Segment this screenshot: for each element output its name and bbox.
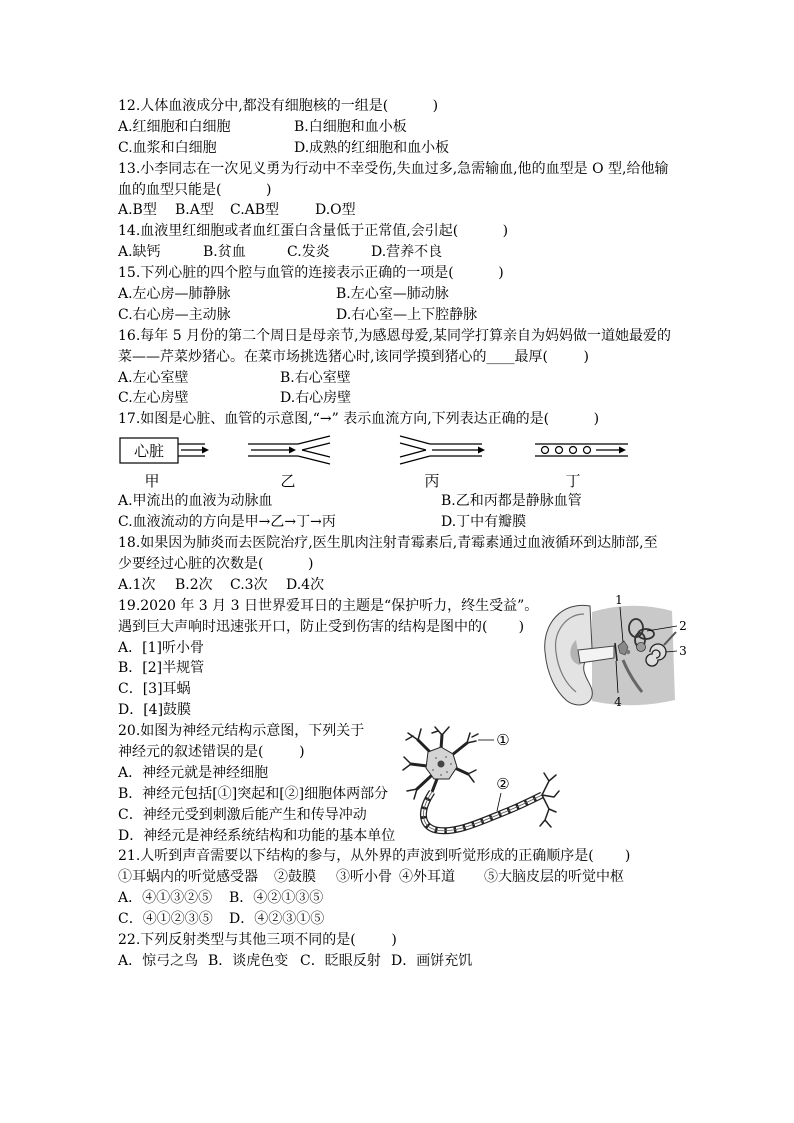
neuron-label-1: ①: [496, 731, 510, 749]
q17-options-cd: [118, 512, 698, 533]
q13-option-d: D.O型: [315, 202, 356, 219]
q22-option-b: B．谈虎色变: [208, 952, 289, 969]
flow-arrow-icon: [478, 447, 485, 454]
q13-options: [118, 200, 698, 221]
label-bing: 丙: [424, 472, 440, 490]
q14-option-b: B.贫血: [203, 244, 246, 261]
q13-option-a: A.B型: [118, 202, 157, 219]
heart-vessel-diagram: [118, 430, 638, 492]
neuron-figure: [398, 722, 563, 842]
vessel-ding-figure: [535, 444, 628, 456]
q13-stem-line-2: 血的血型只能是( ): [118, 181, 272, 198]
q15-option-a: A.左心房—肺静脉: [118, 286, 231, 303]
flow-arrow-icon: [619, 447, 626, 454]
q18-option-b: B.2次: [175, 576, 213, 593]
q13-option-c: C.AB型: [230, 202, 280, 219]
axon-core-line: [423, 792, 542, 831]
q17-stem: 17.如图是心脏、血管的示意图,“→” 表示血流方向,下列表达正确的是( ): [118, 411, 600, 428]
q15-options-cd: [118, 305, 698, 326]
q22-option-a: A．惊弓之鸟: [118, 952, 199, 969]
blood-cell-icon: [584, 447, 591, 454]
flow-arrow-icon: [202, 447, 209, 454]
q21-option-a: A．④①③②⑤: [118, 890, 213, 907]
q18-option-d: D.4次: [286, 576, 325, 593]
q22-option-c: C．眨眼反射: [300, 952, 381, 969]
vessel-bing-figure: [400, 436, 485, 464]
nucleus-icon: [438, 761, 445, 768]
label-yi: 乙: [280, 472, 296, 490]
ear-label-4: 4: [614, 695, 622, 709]
q17-option-d: D.丁中有瓣膜: [441, 514, 527, 531]
q19-option-c: C．[3]耳蜗: [118, 681, 191, 698]
ossicle-stapes-icon: [626, 650, 630, 654]
q17-option-c: C.血液流动的方向是甲→乙→丁→丙: [118, 514, 336, 531]
q16-stem-line-1: 16.每年 5 月份的第二个周日是母亲节,为感恩母爱,某同学打算亲自为妈妈做一道她最爱的: [118, 327, 671, 344]
q21-items: [118, 867, 698, 888]
ear-label-2: 2: [679, 619, 687, 633]
label-jia: 甲: [144, 472, 160, 490]
axon-hillock: [432, 779, 437, 792]
q22-option-d: D．画饼充饥: [391, 952, 473, 969]
q21-item-2: ②鼓膜: [274, 869, 316, 886]
q16-option-c: C.左心房壁: [118, 390, 189, 407]
q16-options-cd: [118, 388, 698, 409]
q13-stem-line-1: 13.小李同志在一次见义勇为行动中不幸受伤,失血过多,急需输血,他的血型是 O 型,给他输: [118, 160, 669, 177]
q14-option-d: D.营养不良: [371, 244, 443, 261]
axon-terminals-icon: [540, 773, 559, 827]
q15-option-c: C.右心房—主动脉: [118, 306, 231, 323]
q16-option-b: B.右心室壁: [280, 369, 351, 386]
q20-stem-line-1: 20.如图为神经元结构示意图，下列关于: [118, 723, 365, 740]
q14-options: [118, 242, 698, 263]
q17-option-a: A.甲流出的血液为动脉血: [118, 493, 273, 510]
q16-stem-line-2: 菜——芹菜炒猪心。在菜市场挑选猪心时,该同学摸到猪心的____最厚( ): [118, 348, 589, 365]
q18-stem-line-1: 18.如果因为肺炎而去医院治疗,医生肌肉注射青霉素后,青霉素通过血液循环到达肺部,至: [118, 535, 658, 552]
q18-stem-line-2: 少要经过心脏的次数是( ): [118, 556, 314, 573]
q15-option-b: B.左心室—肺动脉: [336, 286, 449, 303]
neuron-leader-line-2: [497, 793, 501, 811]
q12-options-ab: [118, 117, 698, 138]
q21-item-4: ④外耳道: [399, 869, 455, 886]
q21-option-d: D．④②③①⑤: [229, 911, 325, 928]
label-ding: 丁: [565, 472, 581, 490]
q21-options-cd: [118, 909, 698, 930]
q19-option-b: B．[2]半规管: [118, 660, 205, 677]
q12-option-a: A.红细胞和白细胞: [118, 118, 231, 135]
q21-item-5: ⑤大脑皮层的听觉中枢: [484, 869, 624, 886]
vessel-yi-figure: [248, 436, 330, 464]
q19-stem-line-1: 19.2020 年 3 月 3 日世界爱耳日的主题是“保护听力，终生受益”。: [118, 597, 539, 614]
q19-stem-line-2: 遇到巨大声响时迅速张开口，防止受到伤害的结构是图中的( ): [118, 618, 525, 635]
blood-cell-icon: [570, 447, 577, 454]
q12-option-b: B.白细胞和血小板: [294, 118, 407, 135]
q22-options: [118, 951, 698, 972]
q16-option-a: A.左心室壁: [118, 369, 189, 386]
q15-options-ab: [118, 284, 698, 305]
q16-option-d: D.右心房壁: [280, 390, 352, 407]
q13-option-b: B.A型: [175, 202, 214, 219]
q12-stem: 12.人体血液成分中,都没有细胞核的一组是( ): [118, 98, 439, 114]
q21-options-ab: [118, 888, 698, 909]
q20-option-d: D．神经元是神经系统结构和功能的基本单位: [118, 827, 396, 844]
q20-option-a: A．神经元就是神经细胞: [118, 764, 269, 781]
q20-option-b: B．神经元包括[①]突起和[②]细胞体两部分: [118, 785, 389, 802]
q15-option-d: D.右心室—上下腔静脉: [336, 306, 478, 323]
q14-option-a: A.缺钙: [118, 244, 161, 261]
ear-label-1: 1: [615, 593, 623, 607]
q20-stem-line-2: 神经元的叙述错误的是( ): [118, 744, 305, 761]
neuron-label-2: ②: [496, 775, 510, 793]
q19-option-a: A．[1]听小骨: [118, 639, 204, 656]
q17-option-b: B.乙和丙都是静脉血管: [441, 493, 582, 510]
q14-option-c: C.发炎: [287, 244, 330, 261]
vestibule-icon: [637, 643, 646, 652]
q12-options-cd: [118, 138, 698, 159]
q22-stem: 22.下列反射类型与其他三项不同的是( ): [118, 932, 397, 949]
q20-option-c: C．神经元受到刺激后能产生和传导冲动: [118, 806, 367, 823]
q15-stem: 15.下列心脏的四个腔与血管的连接表示正确的一项是( ): [118, 265, 504, 282]
heart-label: 心脏: [133, 442, 165, 460]
flow-arrow-icon: [289, 447, 296, 454]
ear-label-3: 3: [679, 644, 687, 658]
q16-options-ab: [118, 368, 698, 389]
q12-option-d: D.成熟的红细胞和血小板: [294, 139, 450, 156]
q21-option-b: B．④②①③⑤: [229, 890, 324, 907]
blood-cell-icon: [542, 447, 549, 454]
q17-options-ab: [118, 491, 698, 512]
q21-item-1: ①耳蜗内的听觉感受器: [118, 869, 258, 886]
q21-option-c: C．④①②③⑤: [118, 911, 213, 928]
q21-item-3: ③听小骨: [336, 869, 392, 886]
blood-cell-icon: [556, 447, 563, 454]
q18-option-a: A.1次: [118, 576, 156, 593]
axon-icon: [423, 792, 542, 831]
q19-option-d: D．[4]鼓膜: [118, 702, 192, 719]
q21-stem: 21.人听到声音需要以下结构的参与，从外界的声波到听觉形成的正确顺序是( ): [118, 848, 631, 865]
ear-structure-figure: [536, 590, 696, 712]
myelin-sheath-icon: [423, 792, 542, 831]
q12-option-c: C.血浆和白细胞: [118, 139, 217, 156]
q18-option-c: C.3次: [230, 576, 268, 593]
q14-stem: 14.血液里红细胞或者血红蛋白含量低于正常值,会引起( ): [118, 223, 509, 240]
